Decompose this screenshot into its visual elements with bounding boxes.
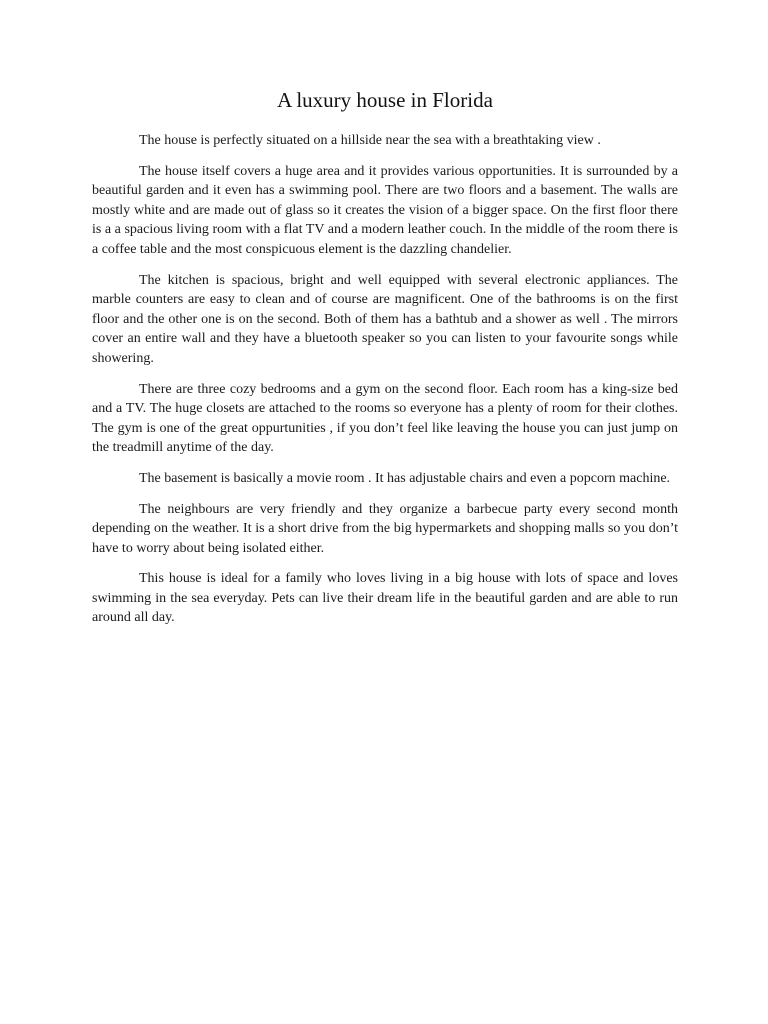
paragraph-location: The house is perfectly situated on a hillside near the sea with a breathtaking view . [139,133,601,148]
document-page [92,86,678,639]
document-title: A luxury house in Florida [277,88,493,112]
paragraph-neighbourhood: The neighbours are very friendly and they organize a barbecue party every second month depending on the weather. It is a short drive from the big hypermarkets and shopping malls so you don’t have to worry about being isolated either. [92,501,678,556]
paragraph-bedrooms-gym: There are three cozy bedrooms and a gym on the second floor. Each room has a king-size bed and a TV. The huge closets are attached to the rooms so everyone has a plenty of room for their clothes. The gym is one of the great oppurtunities , if you don’t feel like leaving the house you can just jump on the treadmill anytime of the day. [92,381,678,456]
paragraph-basement: The basement is basically a movie room . It has adjustable chairs and even a popcorn machine. [139,470,671,486]
paragraph-overview: The house itself covers a huge area and it provides various opportunities. It is surrounded by a beautiful garden and it even has a swimming pool. There are two floors and a basement. The walls are mostly white and are made out of glass so it creates the vision of a bigger space. On the first floor there is a a spacious living room with a flat TV and a modern leather couch. In the middle of the room there is a coffee table and the most conspicuous element is the dazzling chandelier. [92,163,678,257]
paragraph-kitchen-bathrooms: The kitchen is spacious, bright and well equipped with several electronic appliances. The marble counters are easy to clean and of course are magnificent. One of the bathrooms is on the first floor and the other one is on the second. Both of them has a bathtub and a shower as well . The mirrors cover an entire wall and they have a bluetooth speaker so you can listen to your favourite songs while showering. [92,272,678,366]
paragraph-conclusion: This house is ideal for a family who loves living in a big house with lots of space and loves swimming in the sea everyday. Pets can live their dream life in the beautiful garden and are able to run around all day. [92,571,678,626]
